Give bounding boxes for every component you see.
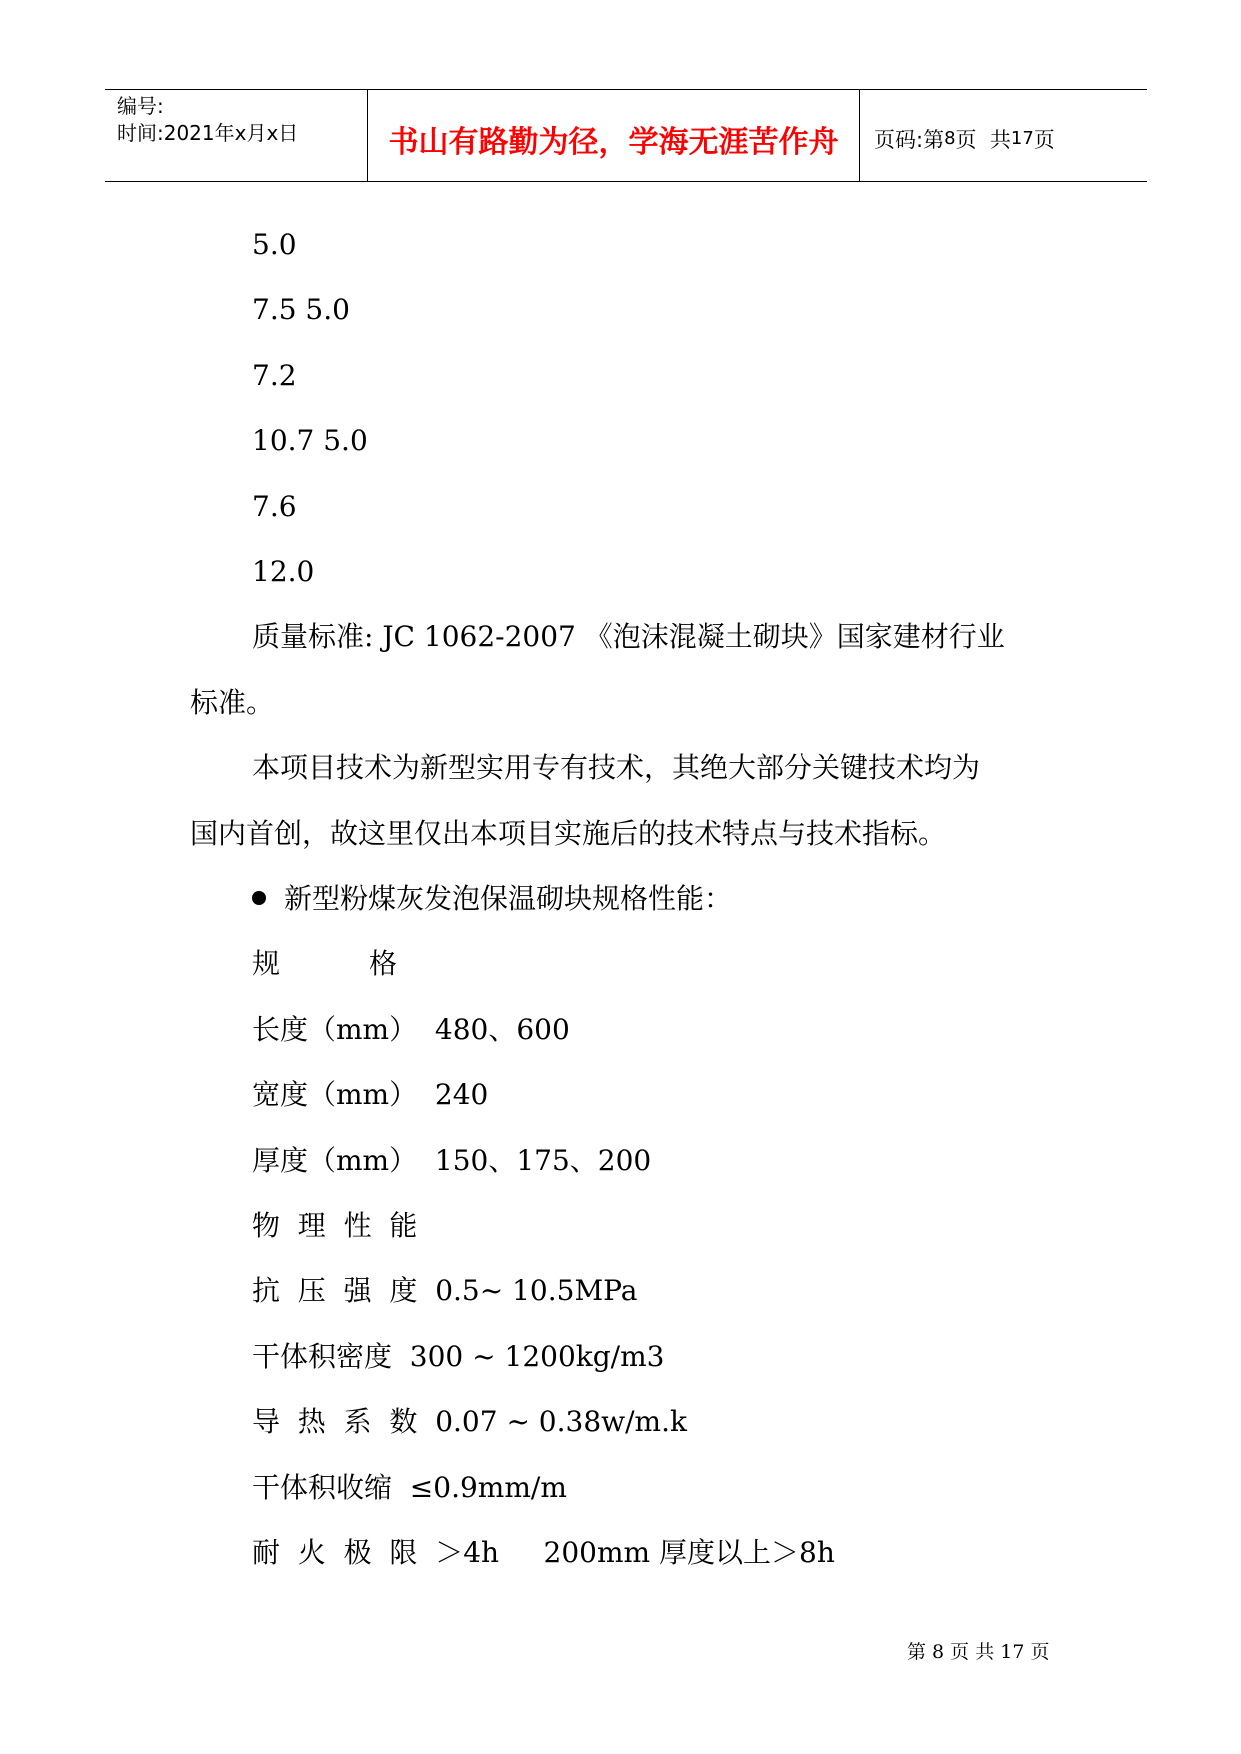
spec-width: 宽度（mm） 240 [252, 1078, 489, 1111]
quality-standard-continuation: 标准。 [190, 686, 275, 719]
page-header [105, 89, 1147, 182]
page-mid: 页 共 [955, 127, 1011, 152]
quality-standard-line: 质量标准: JC 1062-2007 《泡沫混凝土砌块》国家建材行业 [252, 620, 1005, 653]
page-current: 8 [944, 128, 956, 149]
document-time-label: 时间:2021年x月x日 [117, 121, 299, 145]
tech-description-continuation: 国内首创，故这里仅出本项目实施后的技术特点与技术指标。 [190, 817, 947, 850]
value-line: 7.5 5.0 [252, 293, 350, 326]
spec-density: 干体积密度 300 ~ 1200kg/m3 [252, 1340, 665, 1373]
bullet-item [252, 879, 732, 919]
value-line: 12.0 [252, 555, 315, 588]
physical-heading: 物 理 性 能 [252, 1209, 418, 1242]
page-prefix: 页码:第 [874, 127, 945, 152]
spec-conductivity: 导 热 系 数 0.07 ~ 0.38w/m.k [252, 1405, 687, 1438]
spec-shrinkage: 干体积收缩 ≤0.9mm/m [252, 1471, 567, 1504]
value-line: 5.0 [252, 228, 297, 261]
value-line: 10.7 5.0 [252, 424, 368, 457]
header-motto: 书山有路勤为径，学海无涯苦作舟 [368, 90, 860, 181]
spec-strength: 抗 压 强 度 0.5~ 10.5MPa [252, 1274, 638, 1307]
page-footer: 第 8 页 共 17 页 [907, 1641, 1050, 1663]
bullet-icon [252, 891, 266, 905]
tech-description-line: 本项目技术为新型实用专有技术，其绝大部分关键技术均为 [252, 751, 981, 784]
header-meta [105, 90, 368, 181]
page-total: 17 [1010, 128, 1034, 149]
document-number-label: 编号: [117, 94, 164, 118]
page-suffix: 页 [1033, 127, 1055, 152]
value-line: 7.6 [252, 490, 297, 523]
spec-fire-rating: 耐 火 极 限 ＞4h 200mm 厚度以上＞8h [252, 1536, 835, 1569]
spec-heading: 规 格 [252, 947, 398, 980]
spec-length: 长度（mm） 480、600 [252, 1013, 570, 1046]
header-page-info [860, 90, 1147, 181]
spec-thickness: 厚度（mm） 150、175、200 [252, 1144, 652, 1177]
value-line: 7.2 [252, 359, 297, 392]
bullet-text: 新型粉煤灰发泡保温砌块规格性能： [284, 882, 733, 915]
